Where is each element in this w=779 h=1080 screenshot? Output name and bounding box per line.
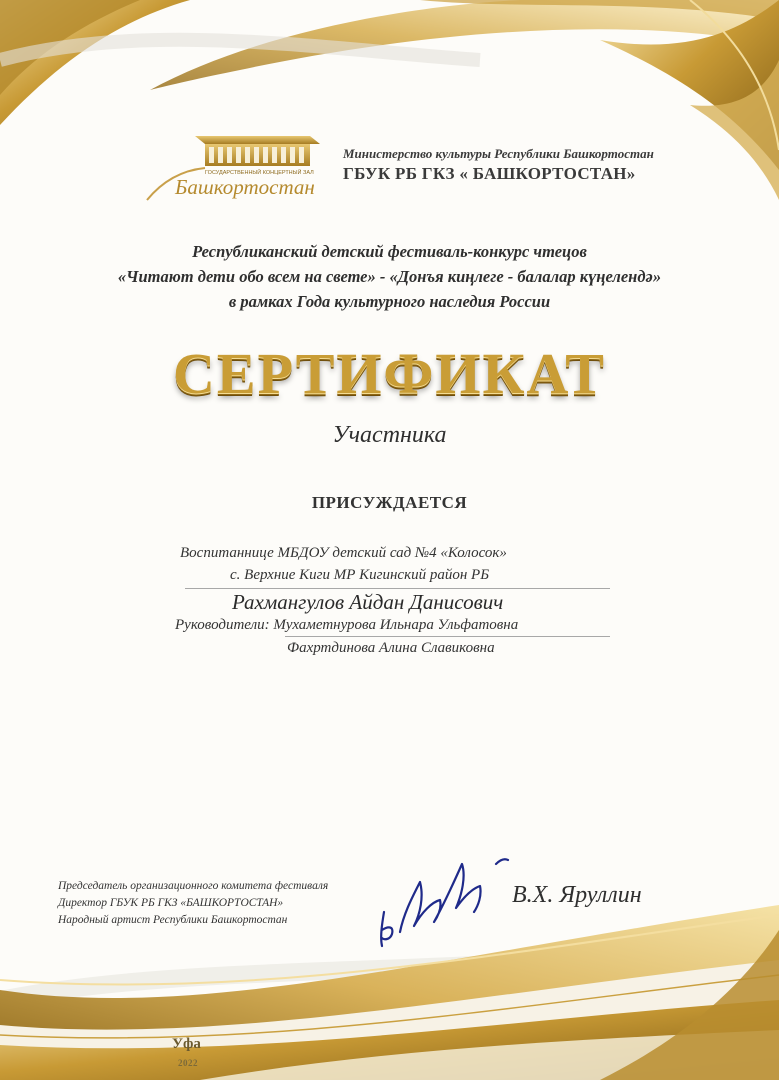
signatory-role-1: Председатель организационного комитета фестиваля [58,880,329,892]
signatory-role-3: Народный артист Республики Башкортостан [58,914,288,926]
festival-line-3: в рамках Года культурного наследия России [228,292,551,311]
recipient-institution: Воспитаннице МБДОУ детский сад №4 «Колосок» [180,545,507,561]
year-label: 2022 [178,1058,198,1068]
signatory-roles [58,878,328,929]
concert-hall-logo [145,128,330,203]
organization-name: ГБУК РБ ГКЗ « БАШКОРТОСТАН» [343,164,636,183]
signatory-role-2: Директор ГБУК РБ ГКЗ «БАШКОРТОСТАН» [58,897,284,909]
certificate-title: СЕРТИФИКАТ [173,341,606,406]
divider-line [285,636,610,637]
supervisors-line-2: Фахртдинова Алина Славиковна [287,640,495,656]
handwritten-signature [370,842,520,952]
festival-line-2: «Читают дети обо всем на свете» - «Донъя киңлеге - балалар күңелендә» [117,267,662,286]
recipient-name: Рахмангулов Айдан Данисович [232,590,504,614]
city-label: Уфа [172,1036,201,1052]
certificate-subtitle: Участника [332,422,447,448]
awarded-heading: ПРИСУЖДАЕТСЯ [311,493,468,512]
divider-line [185,588,610,589]
ministry-name: Министерство культуры Республики Башкортостан [343,146,654,161]
logo-text-top: ГОСУДАРСТВЕННЫЙ КОНЦЕРТНЫЙ ЗАЛ [205,170,314,176]
recipient-location: с. Верхние Киги МР Кигинский район РБ [230,567,490,583]
festival-line-1: Республиканский детский фестиваль-конкурс чтецов [192,242,587,261]
signer-name: В.Х. Яруллин [512,882,642,908]
supervisors-line-1: Руководители: Мухаметнурова Ильнара Ульфатовна [175,617,519,633]
logo-text-main: Башкортостан [175,175,315,199]
